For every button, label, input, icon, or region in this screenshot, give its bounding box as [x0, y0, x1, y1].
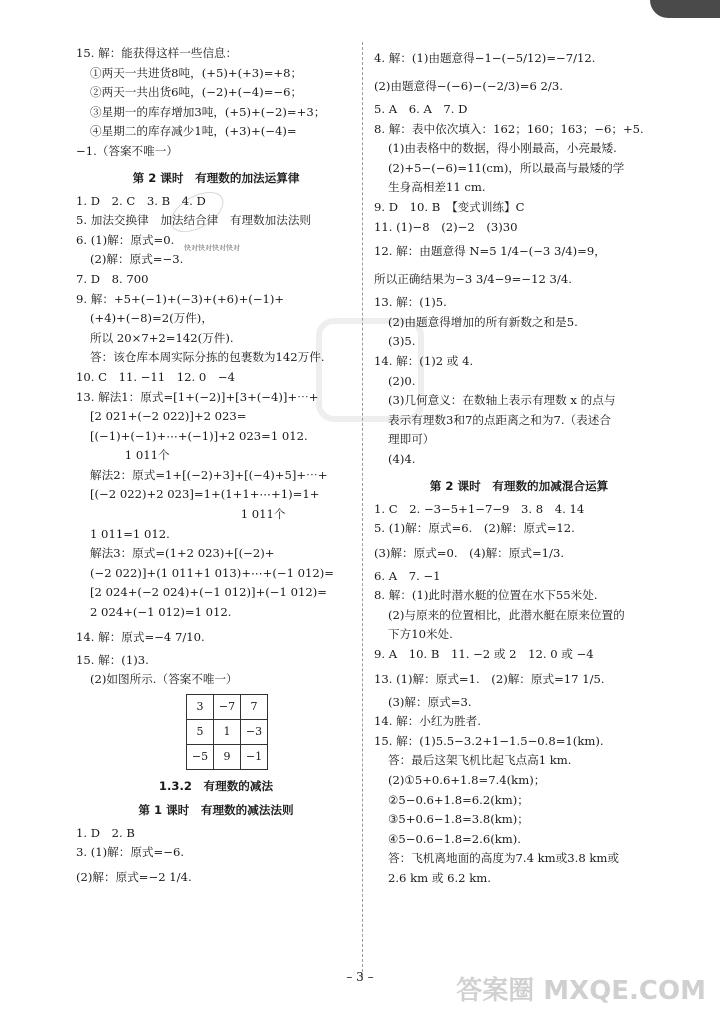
- answer-line: 13. (1)解：原式=1. (2)解：原式=17 1/5.: [374, 671, 605, 686]
- answer-line: 解法3：原式=(1+2 023)+[(−2)+: [90, 546, 275, 561]
- answer-line: (2)如图所示.（答案不唯一）: [90, 672, 238, 687]
- answer-line: ④星期二的库存减少1吨，(+3)+(−4)=: [90, 124, 297, 139]
- answer-line: ②两天一共出货6吨，(−2)+(−4)=−6；: [90, 85, 303, 100]
- right-column: [374, 44, 664, 889]
- column-divider: [362, 42, 363, 977]
- answer-line: [(−2 022)+2 023]=1+(1+1+⋯+1)=1+: [90, 487, 320, 502]
- answer-line: 4. 解：(1)由题意得−1−(−5/12)=−7/12.: [374, 51, 596, 65]
- answer-line: 8. 解：表中依次填入：162；160；163；−6；+5.: [374, 121, 644, 136]
- answer-line: 1 011=1 012.: [90, 526, 170, 541]
- answer-line: 3. (1)解：原式=−6.: [76, 845, 185, 860]
- answer-line: 理即可）: [388, 432, 435, 447]
- answer-line: 答：该仓库本周实际分拣的包裹数为142万件.: [90, 350, 325, 365]
- grid-cell: −1: [241, 744, 268, 769]
- left-column: [76, 44, 356, 891]
- answer-line: (4)4.: [388, 451, 416, 466]
- answer-line: 2 024+(−1 012)=1 012.: [90, 605, 232, 620]
- answer-line: 生身高相差11 cm.: [388, 180, 486, 195]
- answer-line: 12. 解：由题意得 N=5 1/4−(−3 3/4)=9，: [374, 244, 606, 259]
- corner-decoration: [650, 0, 720, 18]
- magic-square-grid: [186, 694, 268, 770]
- answer-line: [2 021+(−2 022)]+2 023=: [90, 409, 247, 424]
- answer-line: 5. A 6. A 7. D: [374, 102, 468, 116]
- answer-line: 下方10米处.: [388, 627, 453, 642]
- answer-line: 6. A 7. −1: [374, 568, 441, 583]
- grid-cell: −5: [187, 744, 214, 769]
- answer-line: 11. (1)−8 (2)−2 (3)30: [374, 219, 518, 234]
- section-heading: 第 2 课时 有理数的加减混合运算: [429, 478, 609, 493]
- answer-line: 所以正确结果为−3 3/4−9=−12 3/4.: [374, 272, 572, 287]
- answer-line: 6. (1)解：原式=0.: [76, 232, 175, 247]
- answer-line: 1. C 2. −3−5+1−7−9 3. 8 4. 14: [374, 501, 585, 516]
- section-heading: 第 2 课时 有理数的加法运算律: [132, 170, 300, 185]
- answer-line: (+4)+(−8)=2(万件)，: [90, 311, 213, 326]
- answer-line: (2)解：原式=−3.: [90, 252, 184, 267]
- site-watermark: 答案圈 MXQE.COM: [456, 976, 706, 1006]
- answer-line: (2)+5−(−6)=11(cm)，所以最高与最矮的学: [388, 160, 625, 175]
- answer-line: ③星期一的库存增加3吨，(+5)+(−2)=+3；: [90, 104, 326, 119]
- grid-cell: 9: [214, 744, 241, 769]
- grid-cell: −7: [214, 694, 241, 719]
- section-heading: 第 1 课时 有理数的减法法则: [138, 802, 294, 817]
- answer-line: ②5−0.6+1.8=6.2(km)；: [388, 792, 529, 807]
- answer-line: 9. 解：+5+(−1)+(−3)+(+6)+(−1)+: [76, 291, 285, 306]
- answer-line: 5. 加法交换律 加法结合律 有理数加法法则: [76, 213, 312, 228]
- answer-line: 表示有理数3和7的点距离之和为7.（表述合: [388, 412, 611, 427]
- answer-line: (2)①5+0.6+1.8=7.4(km)；: [388, 773, 546, 788]
- answer-line: 9. D 10. B 【变式训练】C: [374, 199, 525, 214]
- answer-line: 1. D 2. B: [76, 825, 135, 840]
- answer-line: (2)0.: [388, 373, 416, 388]
- answer-line: (2)与原来的位置相比，此潜水艇在原来位置的: [388, 607, 625, 622]
- answer-line: 8. 解：(1)此时潜水艇的位置在水下55米处.: [374, 588, 598, 603]
- answer-line: 14. 解：小红为胜者.: [374, 714, 481, 729]
- section-heading: 1.3.2 有理数的减法: [158, 778, 274, 793]
- answer-line: 解法2：原式=1+[(−2)+3]+[(−4)+5]+⋯+: [90, 467, 328, 482]
- answer-line: 1 011个: [90, 507, 286, 522]
- answer-line: (3)5.: [388, 334, 416, 349]
- answer-line: (3)几何意义：在数轴上表示有理数 x 的点与: [388, 393, 616, 408]
- stamp-note: 快对快对快对快对: [184, 244, 240, 252]
- answer-line: ①两天一共进货8吨，(+5)+(+3)=+8；: [90, 65, 303, 80]
- answer-line: 14. 解：原式=−4 7/10.: [76, 629, 205, 644]
- answer-line: 14. 解：(1)2 或 4.: [374, 353, 474, 368]
- answer-line: 1 011个: [90, 448, 170, 463]
- answer-line: 1. D 2. C 3. B 4. D: [76, 193, 206, 208]
- answer-line: 9. A 10. B 11. −2 或 2 12. 0 或 −4: [374, 647, 594, 662]
- answer-line: 7. D 8. 700: [76, 271, 149, 286]
- answer-line: 答：飞机离地面的高度为7.4 km或3.8 km或: [388, 851, 620, 866]
- answer-line: [2 024+(−2 024)+(−1 012)]+(−1 012)=: [90, 585, 327, 600]
- grid-cell: 5: [187, 719, 214, 744]
- answer-line: 13. 解法1：原式=[1+(−2)]+[3+(−4)]+⋯+: [76, 389, 319, 404]
- answer-line: [(−1)+(−1)+⋯+(−1)]+2 023=1 012.: [90, 428, 308, 443]
- grid-cell: −3: [241, 719, 268, 744]
- answer-line: 5. (1)解：原式=6. (2)解：原式=12.: [374, 521, 575, 536]
- answer-line: (2)由题意得−(−6)−(−2/3)=6 2/3.: [374, 79, 563, 93]
- answer-line: ③5+0.6−1.8=3.8(km)；: [388, 812, 529, 827]
- answer-line: (3)解：原式=3.: [388, 694, 472, 709]
- answer-line: (−2 022)]+(1 011+1 013)+⋯+(−1 012)=: [90, 565, 335, 580]
- answer-line: ④5−0.6−1.8=2.6(km).: [388, 831, 521, 846]
- grid-cell: 3: [187, 694, 214, 719]
- answer-line: 所以 20×7+2=142(万件).: [90, 330, 234, 345]
- answer-line: (1)由表格中的数据，得小刚最高，小亮最矮.: [388, 141, 617, 156]
- answer-line: 13. 解：(1)5.: [374, 295, 447, 310]
- answer-line: 10. C 11. −11 12. 0 −4: [76, 369, 235, 384]
- answer-line: (3)解：原式=0. (4)解：原式=1/3.: [374, 545, 565, 560]
- answer-line: (2)解：原式=−2 1/4.: [76, 870, 192, 884]
- answer-line: 15. 解：能获得这样一些信息：: [76, 46, 238, 60]
- grid-cell: 7: [241, 694, 268, 719]
- answer-line: 答：最后这架飞机比起飞点高1 km.: [388, 753, 572, 768]
- grid-cell: 1: [214, 719, 241, 744]
- page-number: – 3 –: [346, 970, 374, 984]
- answer-line: 2.6 km 或 6.2 km.: [388, 871, 491, 885]
- answer-line: −1.（答案不唯一）: [76, 143, 178, 158]
- answer-line: (2)由题意得增加的所有新数之和是5.: [388, 314, 578, 329]
- answer-line: 15. 解：(1)3.: [76, 652, 149, 667]
- answer-line: 15. 解：(1)5.5−3.2+1−1.5−0.8=1(km).: [374, 733, 604, 748]
